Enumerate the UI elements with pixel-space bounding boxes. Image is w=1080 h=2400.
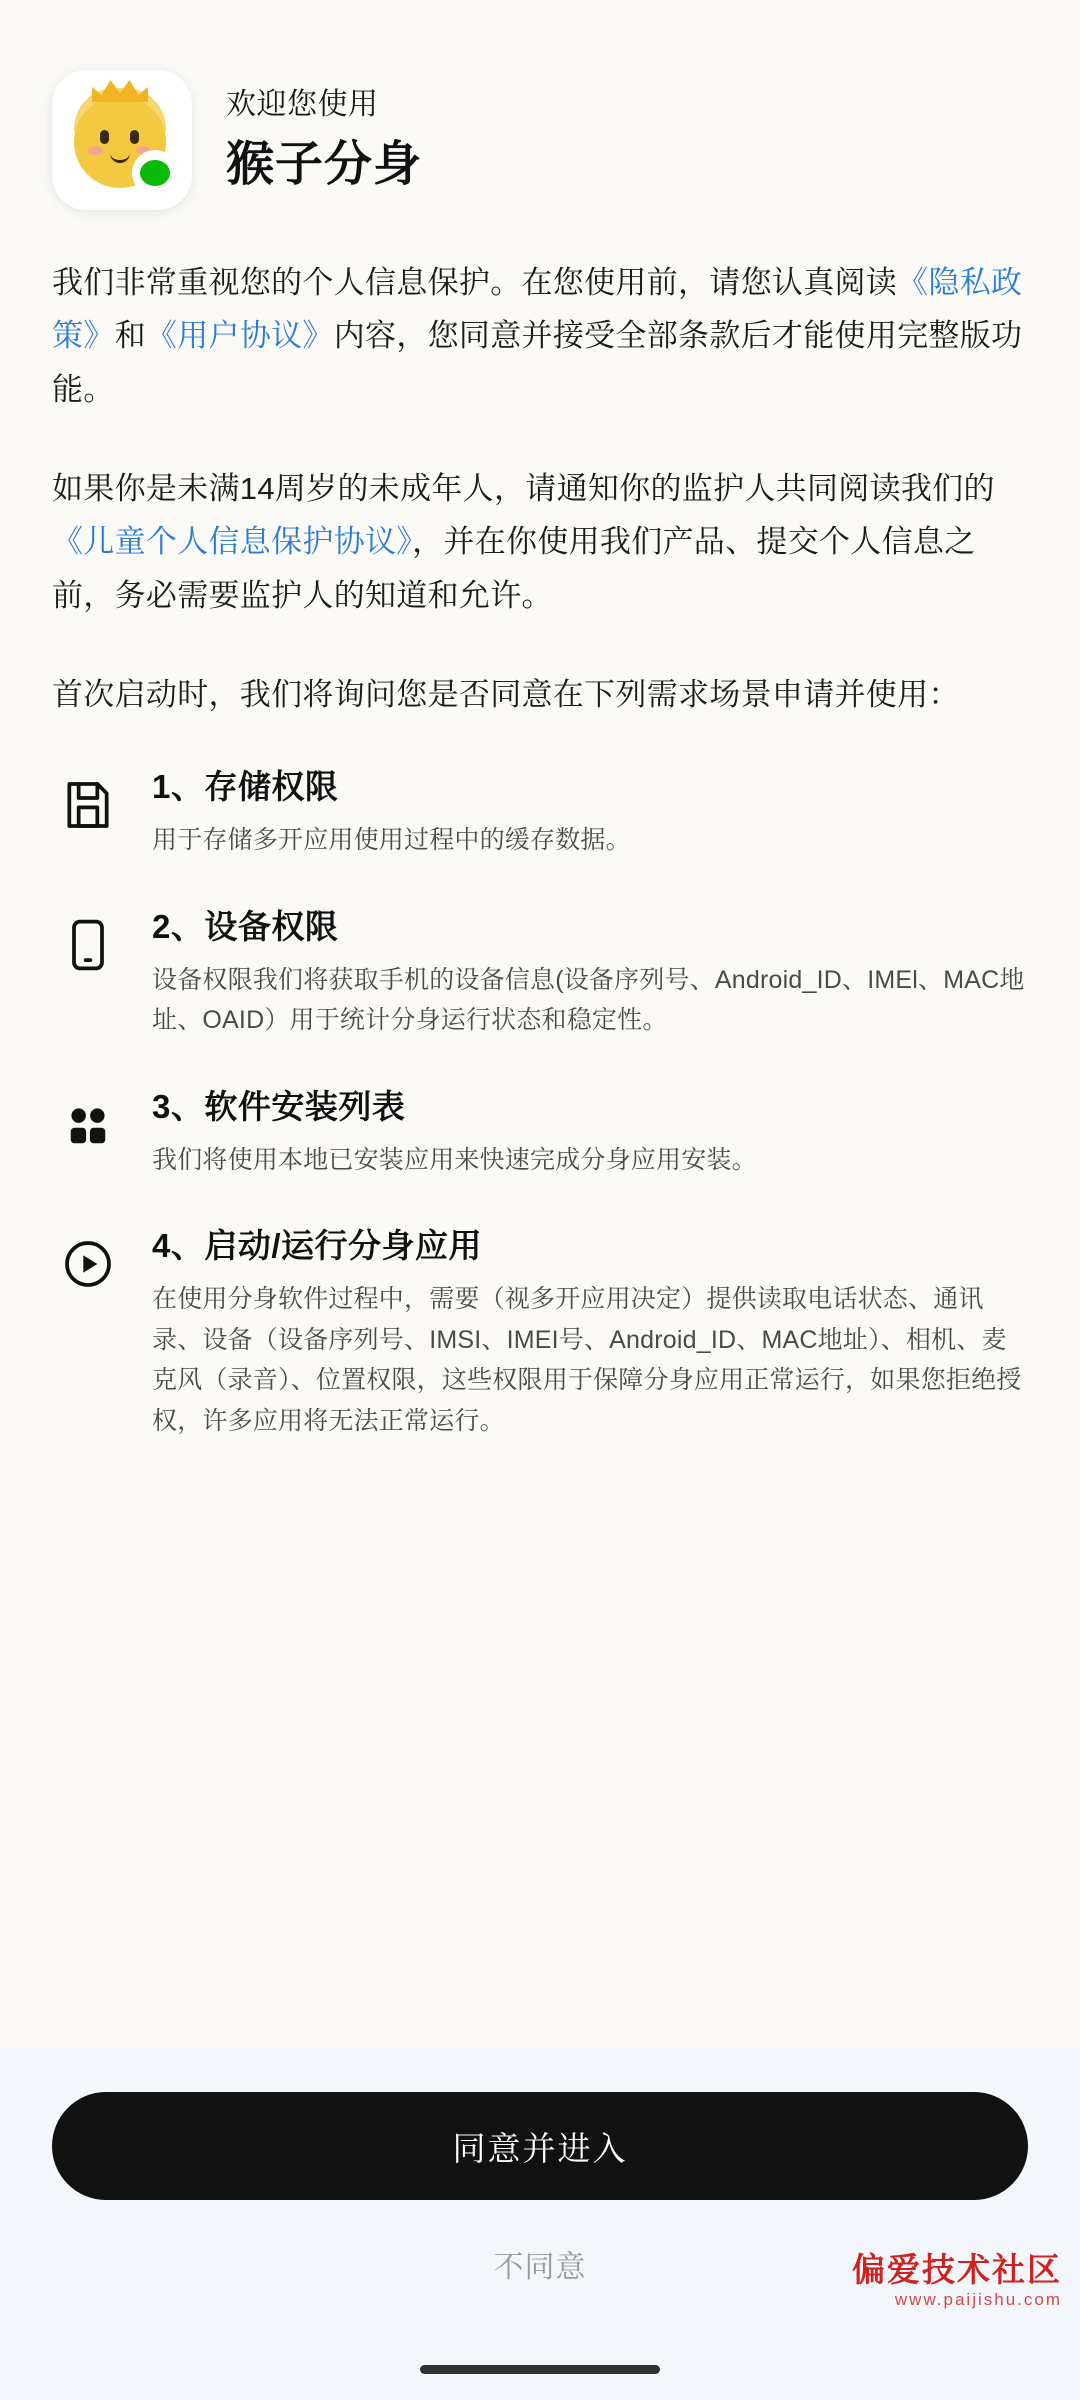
permission-desc: 我们将使用本地已安装应用来快速完成分身应用安装。 <box>152 1145 757 1174</box>
header-text-block <box>226 87 422 192</box>
privacy-p2-text-2: ，并在你使用我们产品、提交个人信息之前，务必需要监护人的知道和允许。 <box>52 524 976 613</box>
watermark-sub-text: www.paijishu.com <box>894 2290 1062 2309</box>
permission-item-device <box>52 901 1028 1041</box>
logo-cheek-left <box>88 146 103 155</box>
logo-eye-right <box>130 130 139 144</box>
app-header <box>52 70 1028 210</box>
permission-desc: 在使用分身软件过程中，需要（视多开应用决定）提供读取电话状态、通讯录、设备（设备序列号、IMSI、IMEI号、Android_ID、MAC地址）、相机、麦克风（录音）、位置权限，这些权限用于保障分身应用正常运行，如果您拒绝授权，许多应用将无法正常运行。 <box>152 1285 1022 1435</box>
privacy-paragraph-1 <box>52 256 1028 416</box>
privacy-policy-link[interactable]: 《隐私政策》 <box>52 265 1023 354</box>
privacy-p2-text-1: 如果你是未满14周岁的未成年人，请通知你的监护人共同阅读我们的 <box>52 470 995 506</box>
agree-button[interactable]: 同意并进入 <box>52 2092 1028 2200</box>
phone-device-icon <box>52 909 124 981</box>
watermark-main-text: 偏爱技术社区 <box>852 2250 1062 2288</box>
permission-body <box>152 901 1028 1041</box>
user-agreement-link[interactable]: 《用户协议》 <box>145 318 334 354</box>
permission-title: 3、软件安装列表 <box>152 1087 406 1125</box>
privacy-p1-text-2: 内容，您同意并接受全部条款后才能使用完整版功能。 <box>52 318 1023 407</box>
home-indicator[interactable] <box>420 2365 660 2374</box>
permission-body <box>152 1081 1028 1181</box>
permission-body <box>152 761 1028 861</box>
permission-item-storage <box>52 761 1028 861</box>
privacy-paragraph-2 <box>52 462 1028 622</box>
permission-title: 1、存储权限 <box>152 768 339 806</box>
grid-apps-icon <box>52 1089 124 1161</box>
children-privacy-link[interactable]: 《儿童个人信息保护协议》 <box>52 524 413 560</box>
permission-desc: 用于存储多开应用使用过程中的缓存数据。 <box>152 826 631 855</box>
permission-desc: 设备权限我们将获取手机的设备信息(设备序列号、Android_ID、IMEl、MAC地址、OAID）用于统计分身运行状态和稳定性。 <box>152 965 1025 1035</box>
privacy-p1-conjunction: 和 <box>114 318 146 354</box>
welcome-label: 欢迎您使用 <box>226 88 379 122</box>
disagree-button[interactable]: 不同意 <box>493 2251 587 2284</box>
privacy-paragraph-3: 首次启动时，我们将询问您是否同意在下列需求场景申请并使用： <box>52 676 960 712</box>
permission-body <box>152 1220 1028 1441</box>
page-title: 猴子分身 <box>226 138 423 192</box>
permission-title: 4、启动/运行分身应用 <box>152 1227 483 1265</box>
chat-badge-icon <box>132 150 178 196</box>
permission-title: 2、设备权限 <box>152 907 339 945</box>
privacy-p1-text-1: 我们非常重视您的个人信息保护。在您使用前，请您认真阅读 <box>52 265 898 300</box>
logo-eye-left <box>100 130 109 144</box>
play-circle-icon <box>52 1228 124 1300</box>
chat-bubble-shape <box>140 160 170 186</box>
permission-list <box>52 761 1028 1441</box>
permission-item-launch <box>52 1220 1028 1441</box>
action-footer <box>0 2048 1080 2400</box>
floppy-disk-icon <box>52 769 124 841</box>
app-logo-icon <box>52 70 192 210</box>
permission-item-app-list <box>52 1081 1028 1181</box>
